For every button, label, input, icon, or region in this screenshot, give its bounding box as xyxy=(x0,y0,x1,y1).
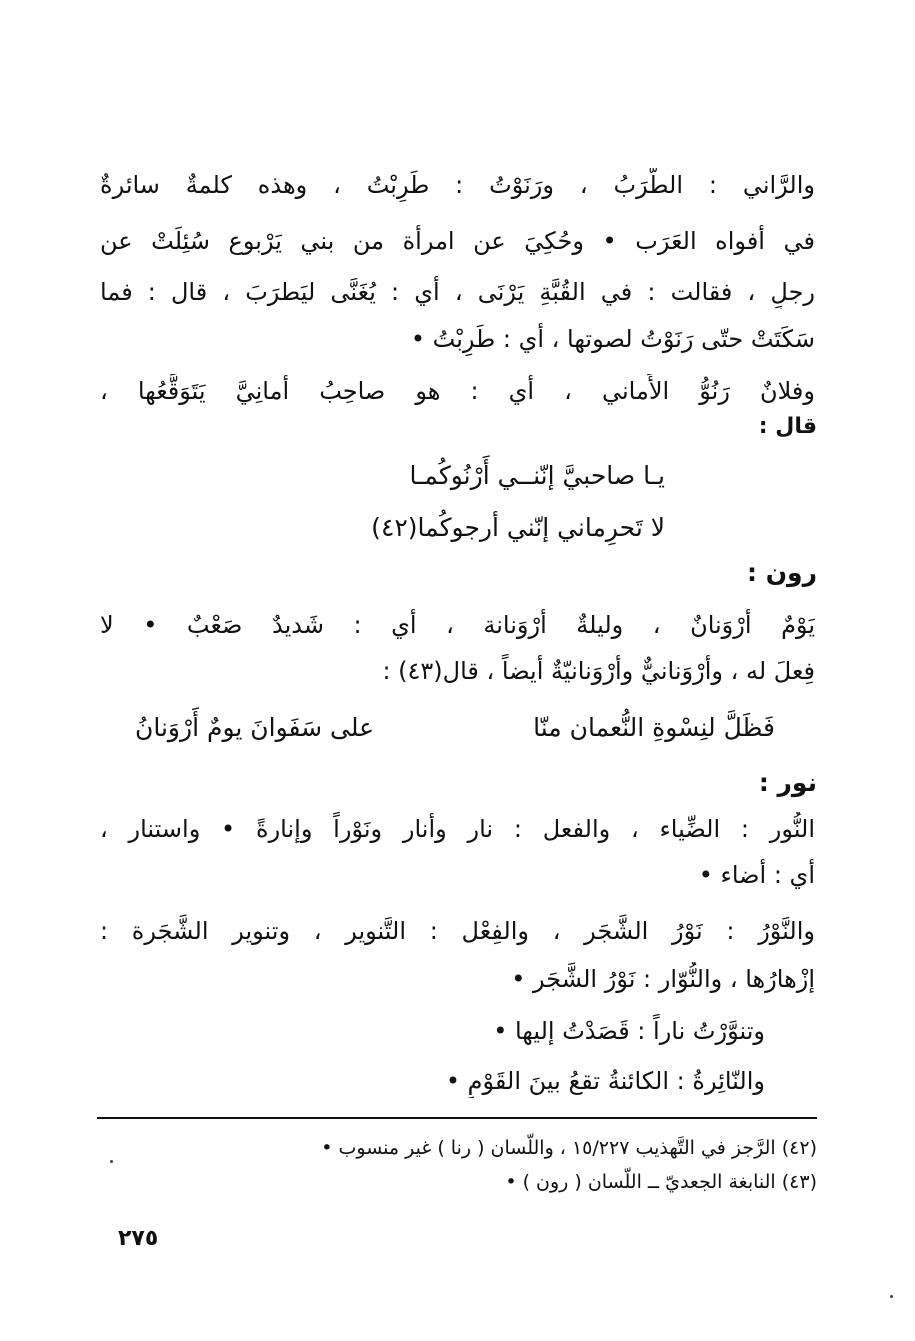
body-text-line: والنَّوْرُ : نَوْرُ الشَّجَر ، والفِعْل : التَّنوير ، وتنوير الشَّجَرة : xyxy=(100,917,815,945)
scan-speck xyxy=(110,1160,113,1163)
footnote-rule xyxy=(97,1117,817,1119)
body-text-line: وفلانٌ رَنُوُّ الأَماني ، أي : هو صاحِبُ أَمانِيَّ يَتَوَقَّعُها ، xyxy=(100,377,815,405)
qala-label: قال : xyxy=(758,414,817,439)
scan-speck xyxy=(890,1295,893,1298)
body-text-line: وتنوَّرْتُ ناراً : قَصَدْتُ إليها • xyxy=(493,1017,765,1045)
section-heading-noor: نور : xyxy=(758,768,817,797)
verse-line: لا تَحرِماني إنّني أرجوكُما(٤٢) xyxy=(371,513,665,542)
verse-line: يـا صاحبيَّ إنّنــي أَرْنُوكُمـا xyxy=(409,461,665,490)
footnote: (٤٢) الرَّجز في التَّهذيب ١٥/٢٢٧ ، واللّسان ( رنا ) غير منسوب • xyxy=(321,1137,817,1159)
body-text-line: والرَّاني : الطَّرَبُ ، ورَنَوْتُ : طَرِبْتُ ، وهذه كلمةٌ سائرةٌ xyxy=(100,171,815,199)
body-text-line: أي : أضاء • xyxy=(698,861,815,889)
body-text-line: فِعلَ له ، وأَرْوَنانيٌّ وأَرْوَنانيّةٌ أيضاً ، قال(٤٣) : xyxy=(382,657,815,685)
body-text-line: رجلٍ ، فقالت : في القُبَّةِ يَرْنَى ، أي : يُغَنَّى ليَطرَبَ ، قال : فما xyxy=(100,278,815,306)
body-text-line: يَوْمٌ أَرْوَنانٌ ، وليلةٌ أرْوَنانة ، أي : شَديدٌ صَعْبٌ • لا xyxy=(100,611,815,639)
verse-hemistich-left: على سَفَوانَ يومٌ أَرْوَنانُ xyxy=(135,713,375,742)
body-text-line: سَكَتَتْ حتّى رَنَوْتُ لصوتها ، أي : طَرِبْتُ • xyxy=(410,325,815,353)
footnote: (٤٣) النابغة الجعديّ ــ اللّسان ( رون ) • xyxy=(505,1171,817,1193)
body-text-line: إزْهارُها ، والنُّوّار : نَوْرُ الشَّجَر • xyxy=(511,965,815,993)
body-text-line: النُّور : الضِّياء ، والفعل : نار وأنار ونَوْراً وإنارةً • واستنار ، xyxy=(100,815,815,843)
body-text-line: في أفواه العَرَب • وحُكِيَ عن امرأة من بني يَرْبوع سُئِلَتْ عن xyxy=(100,227,815,255)
verse-hemistich-right: فَظَلَّ لنِسْوةِ النُّعمان منّا xyxy=(533,713,775,742)
body-text-line: والنّائِرةُ : الكائنةُ تقعُ بينَ القَوْمِ • xyxy=(445,1067,765,1095)
page-number: ٢٧٥ xyxy=(118,1226,159,1251)
section-heading-roun: رون : xyxy=(747,558,817,587)
